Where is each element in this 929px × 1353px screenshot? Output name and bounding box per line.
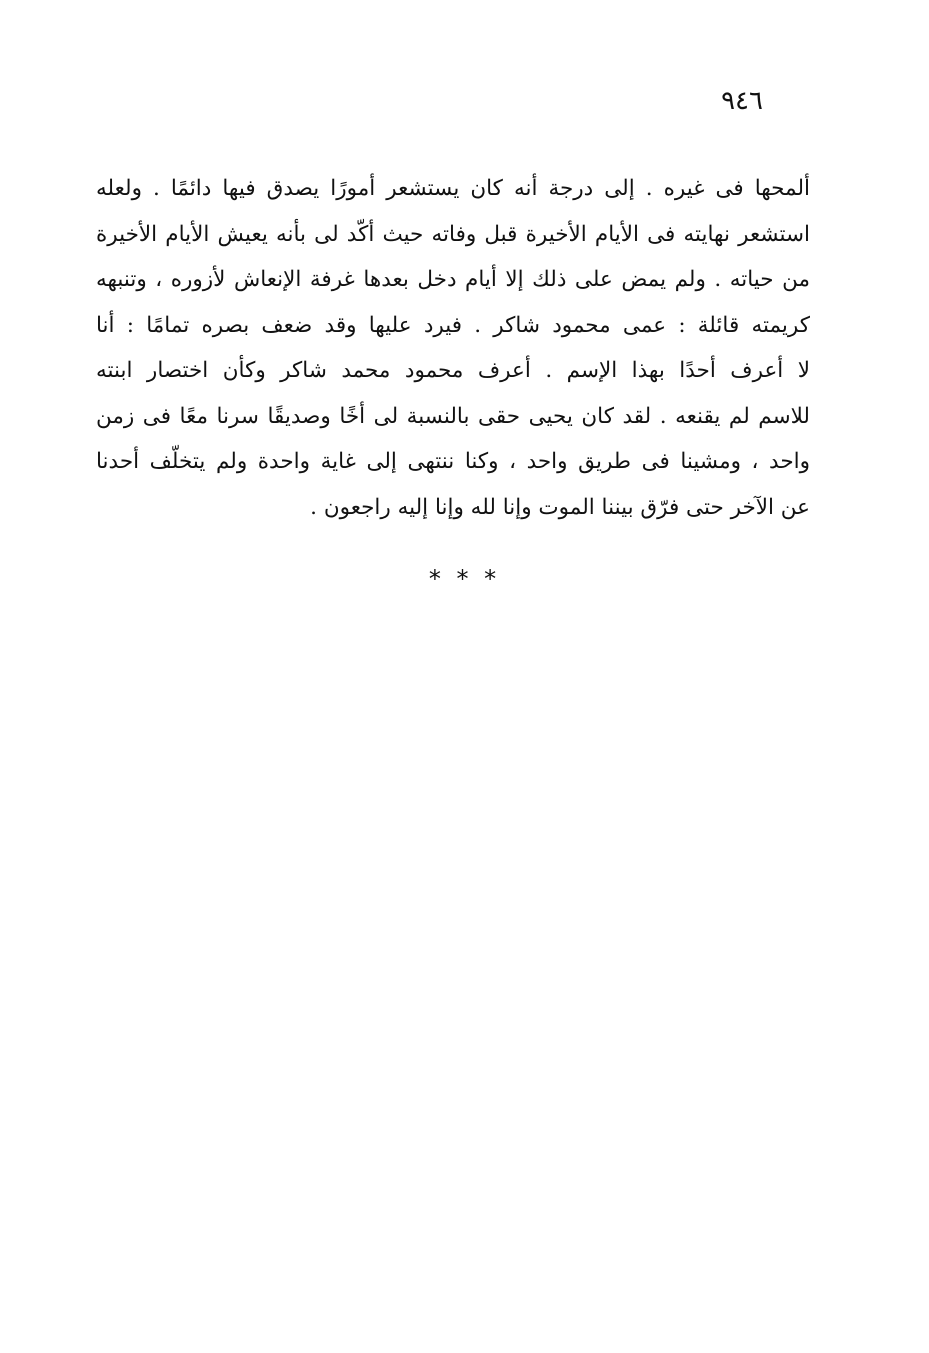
text-line: من حياته . ولم يمض على ذلك إلا أيام دخل بعدها غرفة الإنعاش لأزوره ، وتنبهه [96,267,810,292]
text-line: استشعر نهايته فى الأيام الأخيرة قبل وفاته حيث أكّد لى بأنه يعيش الأيام الأخيرة [96,221,810,247]
text-line: لا أعرف أحدًا بهذا الإسم . أعرف محمود محمد شاكر وكأن اختصار ابنته [96,358,810,383]
text-line: ألمحها فى غيره . إلى درجة أنه كان يستشعر أمورًا يصدق فيها دائمًا . ولعله [96,176,810,201]
page-number: ٩٤٦ [721,86,763,116]
section-separator: * * * [428,565,501,593]
text-line: كريمته قائلة : عمى محمود شاكر . فيرد عليها وقد ضعف بصره تمامًا : أنا [96,312,810,338]
body-paragraph [96,166,810,530]
text-line: للاسم لم يقنعه . لقد كان يحيى حقى بالنسبة لى أخًا وصديقًا سرنا معًا فى زمن [96,403,810,429]
text-line-last: عن الآخر حتى فرّق بيننا الموت وإنا لله وإنا إليه راجعون . [310,494,810,520]
text-line: واحد ، ومشينا فى طريق واحد ، وكنا ننتهى إلى غاية واحدة ولم يتخلّف أحدنا [96,449,810,474]
